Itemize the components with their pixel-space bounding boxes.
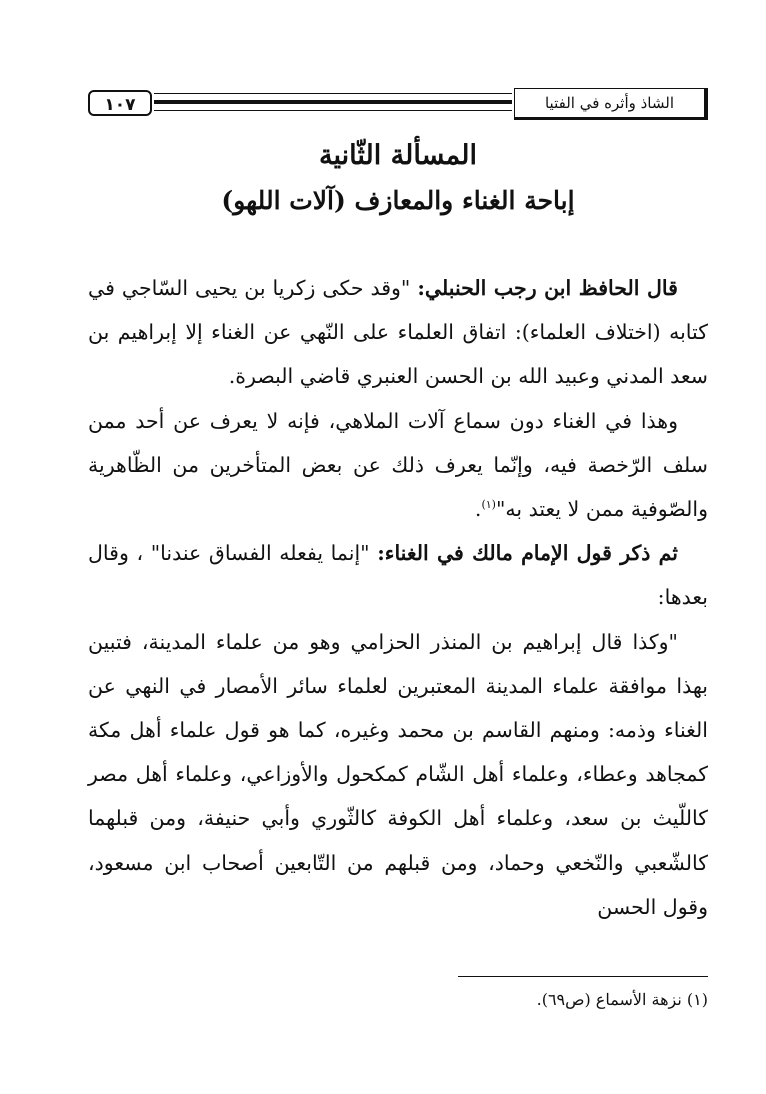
paragraph-2-end: .	[474, 497, 482, 522]
page-header	[88, 80, 708, 124]
header-rule-thick	[154, 100, 512, 104]
page-number: ١٠٧	[88, 90, 152, 116]
paragraph-2-text: وهذا في الغناء دون سماع آلات الملاهي، فإنه لا يعرف عن أحد ممن سلف الرّخصة فيه، وإنّما يعرف ذلك عن بعض المتأخرين من الظّاهرية والصّوفية ممن لا يعتد به"	[88, 408, 708, 522]
footnote-divider	[458, 976, 708, 977]
section-subtitle: إباحة الغناء والمعازف (آلات اللهو)	[221, 186, 575, 215]
paragraph-1-text: "وقد حكى زكريا بن يحيى السّاجي في كتابه (اختلاف العلماء): اتفاق العلماء على النّهي عن الغناء إلا إبراهيم بن سعد المدني وعبيد الله بن الحسن العنبري قاضي البصرة.	[88, 276, 708, 389]
header-rule-top	[154, 93, 512, 94]
paragraph-3-text: "إنما يفعله الفساق عندنا" ، وقال بعدها:	[88, 541, 708, 610]
footnote-ref: (١)	[481, 498, 496, 512]
paragraph-1-lead: قال الحافظ ابن رجب الحنبلي:	[417, 276, 678, 300]
section-title: المسألة الثّانية	[319, 140, 477, 171]
footnote: (١) نزهة الأسماع (ص٦٩).	[536, 990, 708, 1009]
paragraph-3	[88, 531, 708, 619]
paragraph-3-lead: ثم ذكر قول الإمام مالك في الغناء:	[377, 541, 678, 566]
paragraph-2	[88, 399, 708, 532]
body-text	[88, 266, 708, 929]
paragraph-1	[88, 266, 708, 399]
header-rule-bottom	[154, 110, 512, 111]
paragraph-4: "وكذا قال إبراهيم بن المنذر الحزامي وهو من علماء المدينة، فتبين بهذا موافقة علماء المدينة المعتبرين لعلماء سائر الأمصار في النهي عن الغناء وذمه: ومنهم القاسم بن محمد وغيره، كما هو قول علماء أهل مكة كمجاهد وعطاء، وعلماء أهل الشّام كمكحول والأوزاعي، وعلماء أهل مصر كاللّيث بن سعد، وعلماء أهل الكوفة كالثّوري وأبي حنيفة، ومن قبلهما كالشّعبي والنّخعي وحماد، ومن قبلهم من التّابعين أصحاب ابن مسعود، وقول الحسن	[88, 629, 708, 919]
running-title: الشاذ وأثره في الفتيا	[514, 88, 708, 120]
